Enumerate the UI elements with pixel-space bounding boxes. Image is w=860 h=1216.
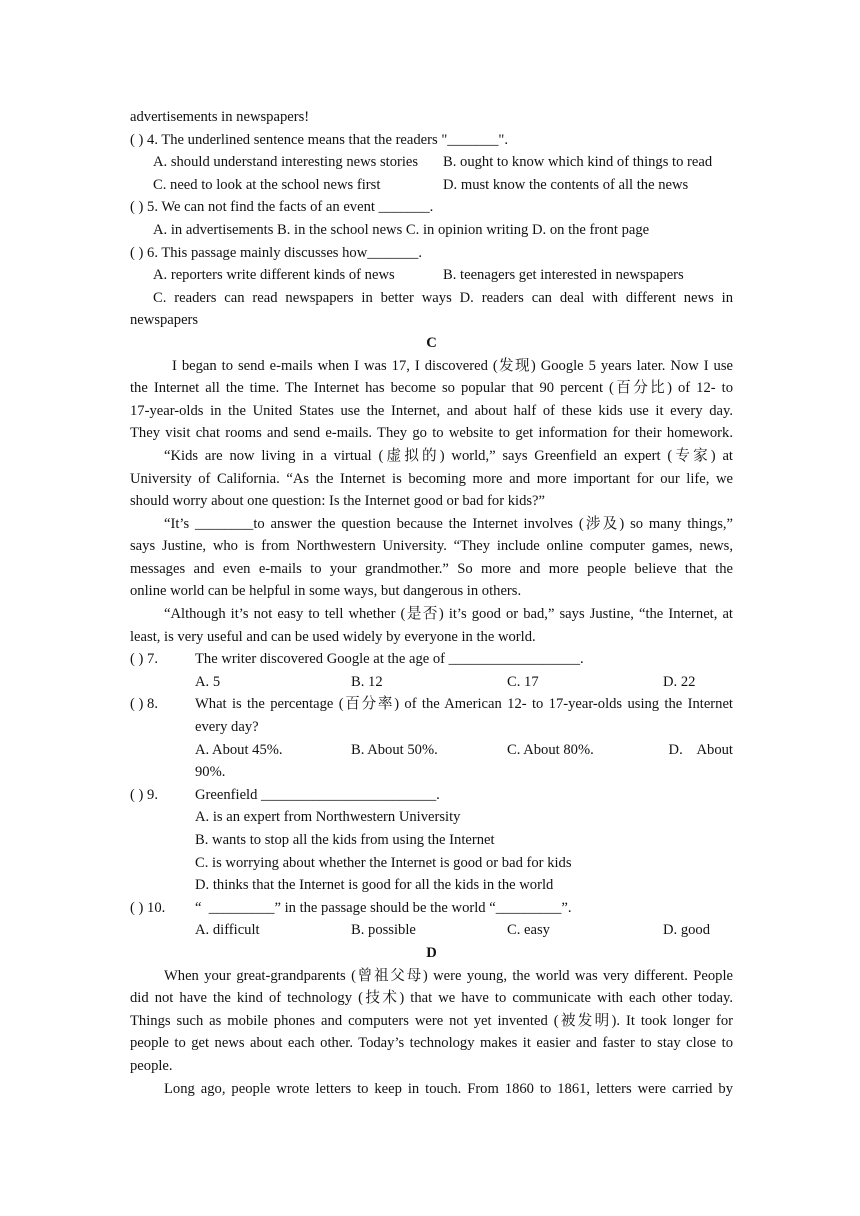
question-4-options-ab [130, 151, 733, 174]
paragraph-line: They visit chat rooms and send e-mails. They go to website to get information for their homework. [130, 425, 733, 442]
paragraph-line: should worry about one question: Is the Internet good or bad for kids?” [130, 493, 546, 510]
section-c-heading: C [426, 334, 437, 351]
paragraph-line: 17-year-olds in the United States use the Internet, and about half of these kids use it every day. [130, 402, 733, 419]
question-7 [130, 648, 733, 671]
paragraph-line: University of California. “As the Internet is becoming more and more important for our life, we [130, 470, 733, 487]
question-8-stem-wrap: every day? [195, 719, 259, 736]
paragraph-line: people to get news about each other. Today’s technology makes it easier and faster to stay close to [130, 1035, 733, 1052]
option-c: C. need to look at the school news first [153, 176, 381, 193]
option-b: B. About 50%. [351, 741, 438, 758]
option-a: A. About 45%. [195, 741, 283, 758]
paragraph-line: “Although it’s not easy to tell whether (是否) it’s good or bad,” says Justine, “the Internet, at [164, 606, 733, 623]
question-10 [130, 897, 733, 920]
paragraph-line: “Kids are now living in a virtual (虚拟的) world,” says Greenfield an expert (专家) at [164, 447, 733, 464]
question-10-options [130, 919, 733, 942]
option-b: B. ought to know which kind of things to read [443, 154, 713, 171]
question-5-stem: ( ) 5. We can not find the facts of an event _______. [130, 199, 434, 216]
option-a: A. 5 [195, 673, 221, 690]
option-b: B. teenagers get interested in newspapers [443, 267, 684, 284]
option-a: A. is an expert from Northwestern University [195, 809, 461, 826]
paragraph-line: the Internet all the time. The Internet has become so popular that 90 percent (百分比) of 12- to [130, 380, 733, 397]
paragraph-line: When your great-grandparents (曾祖父母) were young, the world was very different. People [164, 967, 733, 984]
section-d-paragraph-2 [130, 1078, 733, 1101]
option-d: D. 22 [663, 673, 696, 690]
paragraph-line: people. [130, 1057, 173, 1074]
option-c: C. easy [507, 922, 550, 939]
paragraph-line: Long ago, people wrote letters to keep in touch. From 1860 to 1861, letters were carried by [164, 1080, 733, 1097]
question-number: ( ) 9. [130, 786, 158, 803]
paragraph-line: did not have the kind of technology (技术) that we have to communicate with each other today. [130, 990, 733, 1007]
paragraph-line: messages and even e-mails to your grandmother.” So more and more people believe that the [130, 560, 733, 577]
question-7-options [130, 671, 733, 694]
question-stem: “ _________” in the passage should be the world “_________”. [195, 899, 572, 916]
section-c-paragraph-1 [130, 355, 733, 445]
option-d: D. About [668, 741, 733, 758]
option-d: D. good [663, 922, 711, 939]
question-number: ( ) 8. [130, 696, 158, 713]
question-6-options-cd: C. readers can read newspapers in better ways D. readers can deal with different news in [153, 289, 733, 306]
section-c-paragraph-2 [130, 445, 733, 513]
paragraph-line: says Justine, who is from Northwestern University. “They include online computer games, news, [130, 538, 733, 555]
question-number: ( ) 7. [130, 651, 158, 668]
section-c-paragraph-3 [130, 513, 733, 603]
question-6-options-ab [130, 264, 733, 287]
question-9 [130, 784, 733, 807]
question-8 [130, 693, 733, 716]
option-d: D. must know the contents of all the news [443, 176, 689, 193]
question-4-options-cd [130, 174, 733, 197]
paragraph-line: Things such as mobile phones and computers were not yet invented (被发明). It took longer for [130, 1012, 733, 1029]
question-5-options: A. in advertisements B. in the school news C. in opinion writing D. on the front page [153, 221, 650, 238]
option-a: A. should understand interesting news stories [153, 154, 419, 171]
question-stem: What is the percentage (百分率) of the American 12- to 17-year-olds using the Internet [195, 696, 733, 713]
option-c: C. About 80%. [507, 741, 594, 758]
question-stem: Greenfield ________________________. [195, 786, 440, 803]
option-b: B. wants to stop all the kids from using the Internet [195, 832, 495, 848]
option-b: B. 12 [351, 673, 383, 690]
option-b: B. possible [351, 922, 416, 939]
intro-line: advertisements in newspapers! [130, 109, 310, 125]
option-c: C. 17 [507, 673, 539, 690]
paragraph-line: I began to send e-mails when I was 17, I discovered (发现) Google 5 years later. Now I use [172, 357, 733, 374]
question-6-options-cd-wrap: newspapers [130, 312, 199, 329]
question-8-options [130, 739, 733, 762]
question-number: ( ) 10. [130, 899, 166, 916]
question-4-stem: ( ) 4. The underlined sentence means that the readers "_______". [130, 131, 508, 148]
paragraph-line: “It’s ________to answer the question because the Internet involves (涉及) so many things,” [164, 515, 733, 532]
question-8-option-wrap: 90%. [195, 764, 226, 781]
option-c: C. is worrying about whether the Internet is good or bad for kids [195, 854, 572, 871]
paragraph-line: online world can be helpful in some ways, but dangerous in others. [130, 583, 522, 600]
section-d-paragraph-1 [130, 965, 733, 1078]
section-c-paragraph-4 [130, 603, 733, 648]
option-a: A. reporters write different kinds of news [153, 267, 395, 284]
question-stem: The writer discovered Google at the age of __________________. [195, 651, 584, 668]
document-page [130, 106, 733, 1100]
question-6-stem: ( ) 6. This passage mainly discusses how_______. [130, 244, 422, 261]
option-a: A. difficult [195, 922, 260, 939]
paragraph-line: least, is very useful and can be used widely by everyone in the world. [130, 628, 536, 645]
option-d: D. thinks that the Internet is good for all the kids in the world [195, 877, 554, 894]
section-d-heading: D [426, 944, 437, 961]
